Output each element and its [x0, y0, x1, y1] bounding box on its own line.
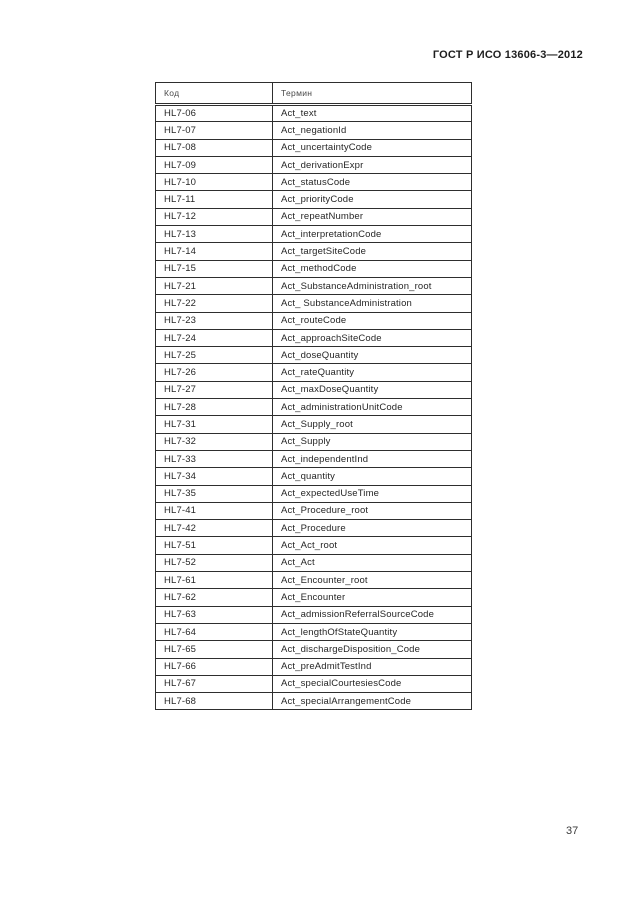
term-cell: Act_targetSiteCode [273, 243, 472, 260]
table-row [156, 554, 472, 571]
term-cell: Act_admissionReferralSourceCode [273, 606, 472, 623]
term-cell: Act_Supply [273, 433, 472, 450]
term-cell: Act_Act [273, 554, 472, 571]
table-row [156, 468, 472, 485]
table-row [156, 243, 472, 260]
table-row [156, 226, 472, 243]
code-cell: HL7-51 [156, 537, 273, 554]
table-row [156, 693, 472, 710]
table-row [156, 572, 472, 589]
code-cell: HL7-11 [156, 191, 273, 208]
term-cell: Act_statusCode [273, 174, 472, 191]
term-cell: Act_priorityCode [273, 191, 472, 208]
code-cell: HL7-26 [156, 364, 273, 381]
code-cell: HL7-65 [156, 641, 273, 658]
term-cell: Act_Procedure_root [273, 502, 472, 519]
table-row [156, 312, 472, 329]
term-cell: Act_expectedUseTime [273, 485, 472, 502]
code-cell: HL7-22 [156, 295, 273, 312]
page-number: 37 [566, 825, 579, 837]
table-row [156, 520, 472, 537]
code-cell: HL7-08 [156, 139, 273, 156]
column-header-term: Термин [273, 83, 472, 105]
term-cell: Act_quantity [273, 468, 472, 485]
code-cell: HL7-66 [156, 658, 273, 675]
code-cell: HL7-32 [156, 433, 273, 450]
code-cell: HL7-33 [156, 450, 273, 467]
code-cell: HL7-34 [156, 468, 273, 485]
term-cell: Act_preAdmitTestInd [273, 658, 472, 675]
table-row [156, 399, 472, 416]
table-row [156, 364, 472, 381]
term-cell: Act_dischargeDisposition_Code [273, 641, 472, 658]
term-cell: Act_derivationExpr [273, 156, 472, 173]
term-cell: Act_ SubstanceAdministration [273, 295, 472, 312]
table-row [156, 174, 472, 191]
column-header-code: Код [156, 83, 273, 105]
term-cell: Act_Act_root [273, 537, 472, 554]
code-cell: HL7-25 [156, 347, 273, 364]
code-cell: HL7-61 [156, 572, 273, 589]
term-cell: Act_rateQuantity [273, 364, 472, 381]
table-row [156, 208, 472, 225]
table-row [156, 537, 472, 554]
table-row [156, 329, 472, 346]
term-cell: Act_text [273, 105, 472, 122]
term-cell: Act_interpretationCode [273, 226, 472, 243]
term-cell: Act_negationId [273, 122, 472, 139]
table-row [156, 433, 472, 450]
table-header [156, 83, 472, 105]
table-row [156, 589, 472, 606]
term-cell: Act_doseQuantity [273, 347, 472, 364]
table-row [156, 658, 472, 675]
table-row [156, 260, 472, 277]
term-cell: Act_lengthOfStateQuantity [273, 623, 472, 640]
table-row [156, 381, 472, 398]
code-cell: HL7-62 [156, 589, 273, 606]
code-cell: HL7-10 [156, 174, 273, 191]
table-row [156, 641, 472, 658]
table-row [156, 623, 472, 640]
table-header-row [156, 83, 472, 105]
code-cell: HL7-12 [156, 208, 273, 225]
term-cell: Act_specialArrangementCode [273, 693, 472, 710]
table-row [156, 450, 472, 467]
code-cell: HL7-23 [156, 312, 273, 329]
table-row [156, 416, 472, 433]
code-term-table [155, 82, 472, 710]
table-row [156, 277, 472, 294]
table-row [156, 122, 472, 139]
table-row [156, 347, 472, 364]
term-cell: Act_methodCode [273, 260, 472, 277]
term-cell: Act_Procedure [273, 520, 472, 537]
code-cell: HL7-52 [156, 554, 273, 571]
code-cell: HL7-42 [156, 520, 273, 537]
code-cell: HL7-28 [156, 399, 273, 416]
term-cell: Act_repeatNumber [273, 208, 472, 225]
table-row [156, 485, 472, 502]
table-row [156, 606, 472, 623]
term-cell: Act_Supply_root [273, 416, 472, 433]
table-row [156, 105, 472, 122]
code-cell: HL7-68 [156, 693, 273, 710]
code-cell: HL7-21 [156, 277, 273, 294]
code-cell: HL7-24 [156, 329, 273, 346]
table-row [156, 191, 472, 208]
term-cell: Act_specialCourtesiesCode [273, 675, 472, 692]
code-cell: HL7-64 [156, 623, 273, 640]
code-cell: HL7-35 [156, 485, 273, 502]
table-row [156, 295, 472, 312]
table-body [156, 105, 472, 710]
term-cell: Act_independentInd [273, 450, 472, 467]
code-cell: HL7-09 [156, 156, 273, 173]
code-cell: HL7-31 [156, 416, 273, 433]
code-cell: HL7-14 [156, 243, 273, 260]
term-cell: Act_Encounter_root [273, 572, 472, 589]
term-cell: Act_routeCode [273, 312, 472, 329]
table-row [156, 156, 472, 173]
code-cell: HL7-06 [156, 105, 273, 122]
code-cell: HL7-13 [156, 226, 273, 243]
running-head: ГОСТ Р ИСО 13606-3—2012 [432, 49, 583, 61]
code-cell: HL7-41 [156, 502, 273, 519]
term-cell: Act_maxDoseQuantity [273, 381, 472, 398]
code-cell: HL7-67 [156, 675, 273, 692]
code-cell: HL7-15 [156, 260, 273, 277]
table-row [156, 675, 472, 692]
term-cell: Act_administrationUnitCode [273, 399, 472, 416]
table-row [156, 139, 472, 156]
term-cell: Act_Encounter [273, 589, 472, 606]
term-cell: Act_approachSiteCode [273, 329, 472, 346]
code-cell: HL7-07 [156, 122, 273, 139]
code-cell: HL7-27 [156, 381, 273, 398]
term-cell: Act_SubstanceAdministration_root [273, 277, 472, 294]
term-cell: Act_uncertaintyCode [273, 139, 472, 156]
table-row [156, 502, 472, 519]
code-cell: HL7-63 [156, 606, 273, 623]
